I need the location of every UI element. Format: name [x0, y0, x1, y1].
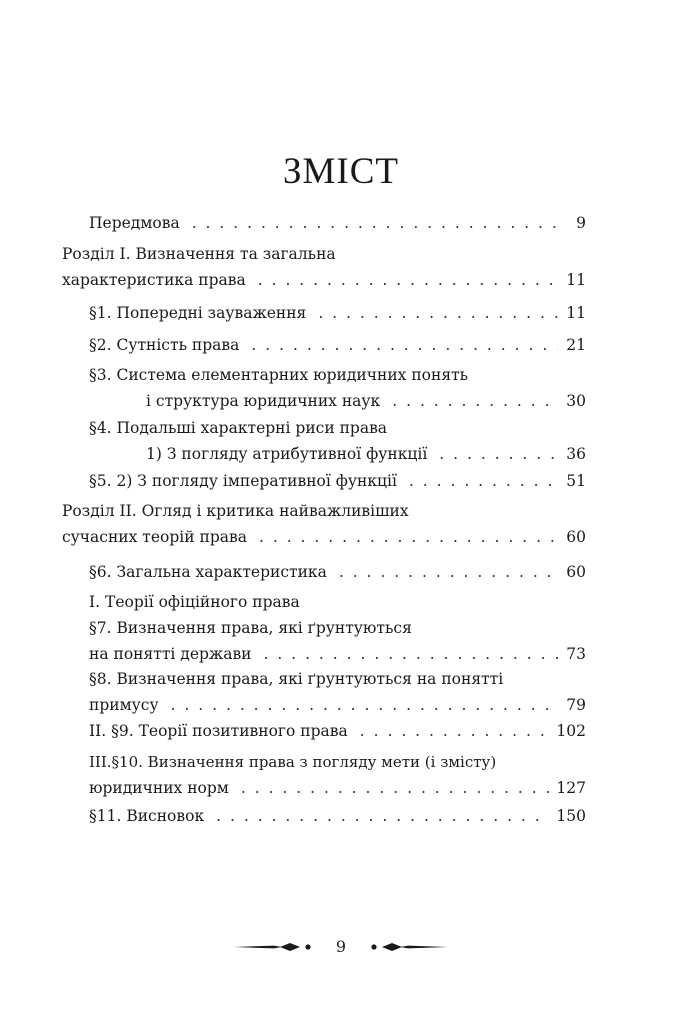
toc-entry-label: §11. Висновок [89, 807, 205, 825]
page-title: ЗМІСТ [282, 151, 400, 192]
toc-entry-preface[interactable] [89, 210, 586, 236]
toc-entry-label: на понятті держави [89, 645, 252, 663]
toc-entry-label: §5. 2) З погляду імперативної функції [89, 472, 397, 490]
toc-entry-page: 9 [576, 214, 586, 232]
leader-dots [439, 441, 558, 467]
toc-entry-page: 60 [566, 528, 586, 546]
toc-entry-section-11[interactable] [89, 803, 586, 829]
toc-entry-section-9[interactable] [89, 718, 586, 744]
toc-entry-section-7[interactable] [89, 589, 586, 667]
toc-entry-page: 11 [566, 304, 586, 322]
toc-entry-label: і структура юридичних наук [146, 392, 381, 410]
leader-dots [409, 468, 558, 494]
toc-entry-section-2[interactable] [89, 332, 586, 358]
toc-entry-page: 127 [556, 779, 586, 797]
leader-dots [360, 718, 551, 744]
leader-dots [216, 803, 550, 829]
leader-dots [392, 388, 558, 414]
toc-entry-label: II. §9. Теорії позитивного права [89, 722, 348, 740]
toc-entry-section-5[interactable] [89, 468, 586, 494]
leader-dots [171, 692, 558, 718]
leader-dots [264, 641, 558, 667]
toc-entry-page: 36 [566, 445, 586, 463]
leader-dots [339, 559, 558, 585]
toc-entry-label: §6. Загальна характеристика [89, 563, 327, 581]
page-number: 9 [335, 937, 347, 956]
toc-entry-label: сучасних теорій права [62, 528, 247, 546]
leader-dots [259, 524, 558, 550]
toc-entry-page: 73 [566, 645, 586, 663]
toc-entry-label: 1) З погляду атрибутивної функції [146, 445, 428, 463]
toc-entry-section-8[interactable] [89, 666, 586, 718]
right-ornament-icon [368, 941, 448, 953]
toc-entry-label: §7. Визначення права, які ґрунтуються [89, 619, 412, 637]
toc-entry-chapter-2[interactable] [62, 498, 586, 550]
toc-entry-section-10[interactable] [89, 749, 586, 801]
toc-entry-page: 79 [566, 696, 586, 714]
toc-entry-page: 102 [556, 722, 586, 740]
toc-entry-label: юридичних норм [89, 779, 229, 797]
leader-dots [241, 775, 551, 801]
toc-entry-label: I. Теорії офіційного права [89, 593, 300, 611]
toc-entry-label: Розділ II. Огляд і критика найважливіших [62, 502, 409, 520]
left-ornament-icon [234, 941, 314, 953]
toc-entry-label: примусу [89, 696, 159, 714]
toc-entry-label: характеристика права [62, 271, 246, 289]
leader-dots [192, 210, 558, 236]
toc-entry-page: 60 [566, 563, 586, 581]
toc-entry-page: 51 [566, 472, 586, 490]
toc-entry-section-4[interactable] [89, 415, 586, 467]
toc-entry-label: III.§10. Визначення права з погляду мети (і змісту) [89, 753, 497, 771]
toc-entry-page: 21 [566, 336, 586, 354]
toc-entry-chapter-1[interactable] [62, 241, 586, 293]
leader-dots [251, 332, 558, 358]
toc-entry-page: 11 [566, 271, 586, 289]
page-footer [0, 937, 682, 956]
toc-entry-label: §4. Подальші характерні риси права [89, 419, 388, 437]
toc-entry-page: 30 [566, 392, 586, 410]
toc-entry-section-3[interactable] [89, 362, 586, 414]
toc-entry-label: Передмова [89, 214, 180, 232]
leader-dots [258, 267, 558, 293]
toc-entry-label: Розділ I. Визначення та загальна [62, 245, 336, 263]
toc-entry-label: §2. Сутність права [89, 336, 240, 354]
toc-entry-label: §8. Визначення права, які ґрунтуються на понятті [89, 670, 504, 688]
toc-entry-label: §3. Система елементарних юридичних понять [89, 366, 469, 384]
toc-entry-section-6[interactable] [89, 559, 586, 585]
toc-entry-page: 150 [556, 807, 586, 825]
leader-dots [318, 300, 558, 326]
toc-entry-label: §1. Попередні зауваження [89, 304, 307, 322]
toc-entry-section-1[interactable] [89, 300, 586, 326]
